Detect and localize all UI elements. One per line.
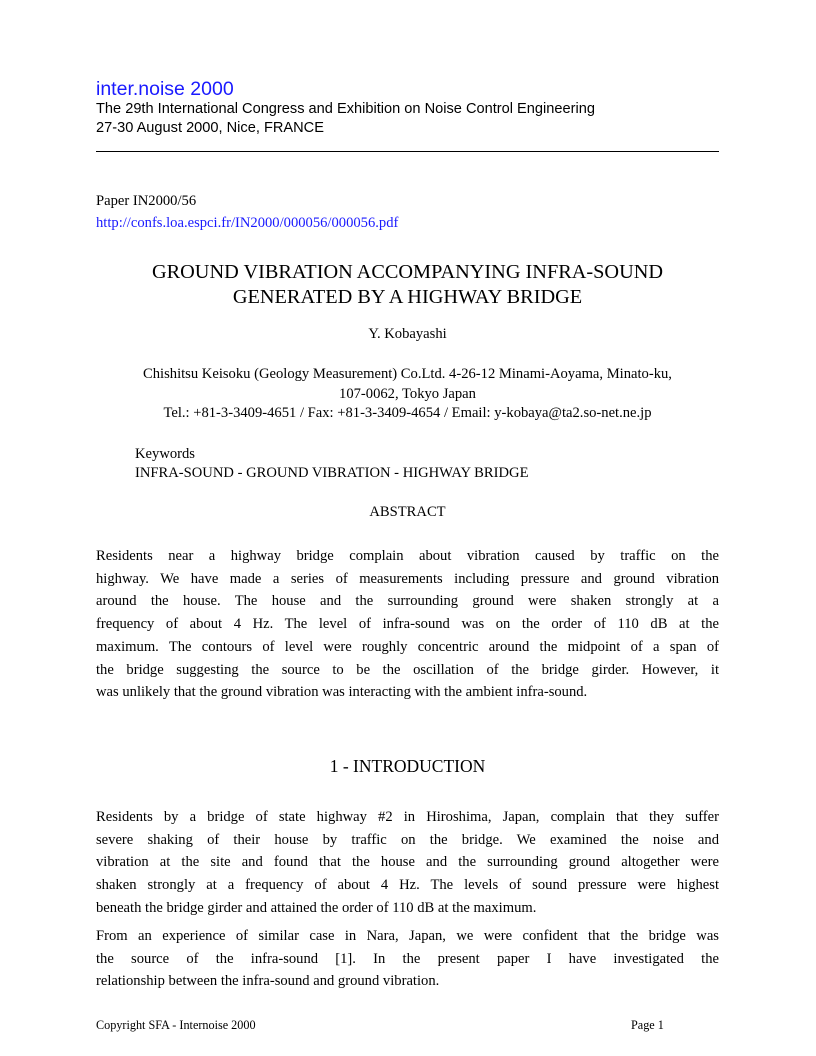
title-line: GENERATED BY A HIGHWAY BRIDGE: [232, 286, 583, 308]
footer-copyright: Copyright SFA - Internoise 2000: [96, 1018, 256, 1032]
paragraph-line: shaken strongly at a frequency of about 4 Hz. The levels of sound pressure were highest: [96, 877, 719, 894]
paper-id: Paper IN2000/56: [96, 193, 197, 209]
paper-title: [96, 260, 719, 310]
paragraph-line: From an experience of similar case in Nara, Japan, we were confident that the bridge was: [96, 928, 719, 944]
affiliation-line: Chishitsu Keisoku (Geology Measurement) Co.Ltd. 4-26-12 Minami-Aoyama, Minato-ku,: [143, 366, 672, 382]
section-heading-introduction: 1 - INTRODUCTION: [329, 756, 486, 776]
paragraph-line: the source of the infra-sound [1]. In the present paper I have investigated the: [96, 950, 719, 967]
affiliation-line: Tel.: +81-3-3409-4651 / Fax: +81-3-3409-4654 / Email: y-kobaya@ta2.so-net.ne.jp: [163, 405, 652, 421]
paragraph-line: Residents by a bridge of state highway #2 in Hiroshima, Japan, complain that they suffer: [96, 809, 719, 825]
introduction-paragraph-2: [96, 925, 719, 993]
paper-url-link[interactable]: http://confs.loa.espci.fr/IN2000/000056/000056.pdf: [96, 215, 399, 231]
paragraph-line: vibration at the site and found that the house and the surrounding ground altogether were: [96, 854, 719, 871]
author: Y. Kobayashi: [368, 326, 447, 342]
abstract-line: was unlikely that the ground vibration was interacting with the ambient infra-sound.: [96, 684, 588, 701]
footer-page-number: Page 1: [631, 1018, 664, 1032]
conference-details: [96, 100, 595, 138]
affiliation: [96, 365, 719, 424]
paragraph-line: relationship between the infra-sound and ground vibration.: [96, 973, 440, 990]
abstract-line: the bridge suggesting the source to be the oscillation of the bridge girder. However, it: [96, 661, 719, 678]
abstract-line: maximum. The contours of level were roughly concentric around the midpoint of a span of: [96, 638, 719, 655]
title-line: GROUND VIBRATION ACCOMPANYING INFRA-SOUND: [151, 261, 664, 283]
abstract-line: Residents near a highway bridge complain about vibration caused by traffic on the: [96, 548, 719, 564]
paragraph-line: severe shaking of their house by traffic on the bridge. We examined the noise and: [96, 831, 719, 848]
paragraph-line: beneath the bridge girder and attained the order of 110 dB at the maximum.: [96, 899, 537, 916]
introduction-paragraph-1: [96, 806, 719, 920]
date-location: 27-30 August 2000, Nice, FRANCE: [96, 120, 324, 136]
congress-line: The 29th International Congress and Exhibition on Noise Control Engineering: [96, 101, 595, 117]
abstract-body: [96, 545, 719, 704]
header-divider: [96, 151, 719, 152]
abstract-heading: ABSTRACT: [369, 504, 446, 520]
abstract-line: frequency of about 4 Hz. The level of infra-sound was on the order of 110 dB at the: [96, 616, 719, 633]
keywords-label: Keywords: [135, 446, 195, 462]
conference-name: inter.noise 2000: [96, 78, 234, 100]
abstract-line: highway. We have made a series of measurements including pressure and ground vibration: [96, 570, 719, 587]
abstract-line: around the house. The house and the surrounding ground were shaken strongly at a: [96, 593, 719, 610]
affiliation-line: 107-0062, Tokyo Japan: [339, 385, 476, 402]
keywords: INFRA-SOUND - GROUND VIBRATION - HIGHWAY BRIDGE: [135, 465, 529, 481]
